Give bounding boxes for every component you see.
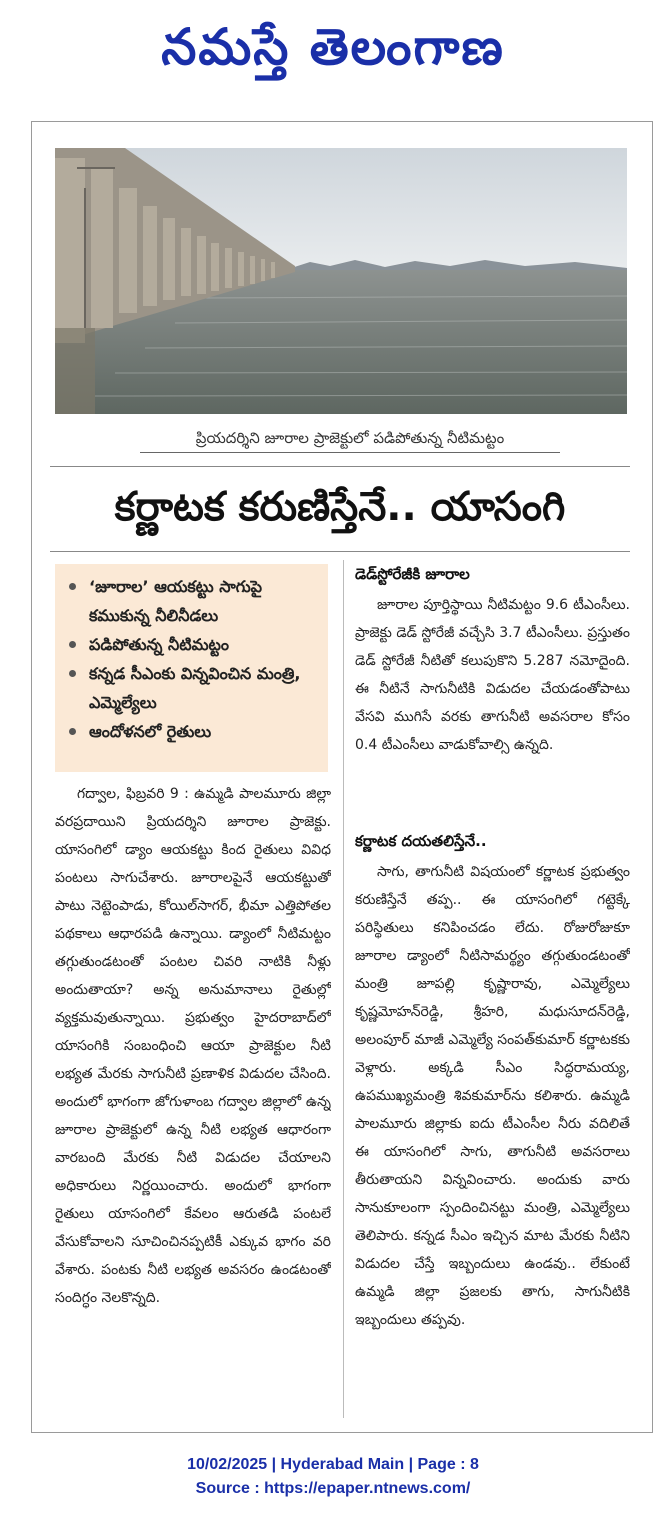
highlights-box (55, 564, 328, 772)
headline-bottom-rule (50, 551, 630, 552)
highlight-item: కన్నడ సీఎంకు విన్నవించిన మంత్రి, ఎమ్మెల్యేలు (67, 659, 320, 717)
article-photo (55, 148, 627, 414)
left-column (55, 780, 331, 1416)
column-divider (343, 560, 344, 1418)
highlight-item: పడిపోతున్న నీటిమట్టం (67, 630, 320, 659)
left-column-paragraph: గద్వాల, ఫిబ్రవరి 9 : ఉమ్మడి పాలమూరు జిల్లా వరప్రదాయిని ప్రియదర్శిని జూరాల ప్రాజెక్టు. యాసంగిలో డ్యాం ఆయకట్టు కింద రైతులు వివిధ పంటలు సాగుచేశారు. జూరాలపైనే ఆయకట్టుతో పాటు నెట్టెంపాడు, కోయిల్‌సాగర్, భీమా ఎత్తిపోతల పథకాలు ఆధారపడి ఉన్నాయి. డ్యాంలో నీటిమట్టం తగ్గుతుండటంతో పంటల చివరి నాటికి నీళ్లు అందుతాయా? అన్న అనుమానాలు రైతుల్లో వ్యక్తమవుతున్నాయి. ప్రభుత్వం హైదరాబాద్‌లో యాసంగికి సంబంధించి ఆయా ప్రాజెక్టుల నీటి లభ్యత మేరకు సాగునీటి ప్రణాళిక విడుదల చేసింది. అందులో భాగంగా జోగుళాంబ గద్వాల జిల్లాలో ఉన్న జూరాల ప్రాజెక్టులో ఉన్న నీటి లభ్యత ఆధారంగా వారబంది మేరకు నీటి విడుదల చేయాలని అధికారులు నిర్ణయించారు. అందులో భాగంగా రైతులు యాసంగిలో కేవలం ఆరుతడి పంటలే వేసుకోవాలని సూచించినప్పటికీ ఎక్కువ భాగం వరి వేశారు. పంటకు నీటి లభ్యత అవసరం ఉండటంతో సందిగ్ధం నెలకొన్నది. (55, 786, 331, 1306)
footer-source: Source : https://epaper.ntnews.com/ (195, 1480, 471, 1497)
masthead-logo: నమస్తే తెలంగాణ (161, 18, 505, 76)
section-heading-dead-storage: డెడ్‌స్టోరేజీకి జూరాల (355, 565, 470, 583)
bullet-icon (69, 670, 76, 677)
right-column-section-2 (355, 828, 630, 1418)
right-column-section-1 (355, 561, 630, 759)
bullet-icon (69, 728, 76, 735)
bullet-icon (69, 641, 76, 648)
section-2-paragraph: సాగు, తాగునీటి విషయంలో కర్ణాటక ప్రభుత్వం కరుణిస్తేనే తప్ప.. ఈ యాసంగిలో గట్టెక్కే పరిస్థితులు కనిపించడం లేదు. రోజురోజుకూ జూరాల డ్యాంలో నీటిసామర్థ్యం తగ్గుతుండటంతో మంత్రి జూపల్లి కృష్ణారావు, ఎమ్మెల్యేలు కృష్ణమోహన్‌రెడ్డి, శ్రీహరి, మధుసూదన్‌రెడ్డి, అలంపూర్ మాజీ ఎమ్మెల్యే సంపత్‌కుమార్ కర్ణాటకకు వెళ్లారు. అక్కడి సీఎం సిద్ధరామయ్య, ఉపముఖ్యమంత్రి శివకుమార్‌ను కలిశారు. ఉమ్మడి పాలమూరు జిల్లాకు ఐదు టీఎంసీల నీరు వదిలితే ఈ యాసంగిలో సాగు, తాగునీటి అవసరాలు తీరుతాయని విన్నవించారు. అందుకు వారు సానుకూలంగా స్పందించినట్టు మంత్రి, ఎమ్మెల్యేలు తెలిపారు. కన్నడ సీఎం ఇచ్చిన మాట మేరకు నీటిని విడుదల చేస్తే ఇబ్బందులు ఉండవు.. లేకుంటే ఉమ్మడి జిల్లా ప్రజలకు తాగు, సాగునీటికి ఇబ్బందులు తప్పవు. (355, 864, 630, 1328)
footer-date-edition: 10/02/2025 | Hyderabad Main | Page : 8 (187, 1456, 479, 1473)
highlight-item: ఆందోళనలో రైతులు (67, 717, 320, 746)
bullet-icon (69, 583, 76, 590)
photo-caption: ప్రియదర్శిని జూరాల ప్రాజెక్టులో పడిపోతున్న నీటిమట్టం (140, 424, 560, 453)
section-1-paragraph: జూరాల పూర్తిస్థాయి నీటిమట్టం 9.6 టీఎంసీలు. ప్రాజెక్టు డెడ్ స్టోరేజీ వచ్చేసి 3.7 టీఎంసీలు. ప్రస్తుతం డెడ్ స్టోరేజీ నీటితో కలుపుకొని 5.287 నమోదైంది. ఈ నీటినే సాగునీటికి విడుదల చేయడంతోపాటు వేసవి ముగిసే వరకు తాగునీటి అవసరాల కోసం 0.4 టీఎంసీలు వాడుకోవాల్సి ఉన్నది. (355, 597, 630, 753)
article-headline: కర్ణాటక కరుణిస్తేనే.. యాసంగి (114, 484, 566, 530)
highlight-item: ‘జూరాల’ ఆయకట్టు సాగుపై కముకున్న నీలినీడలు (67, 572, 320, 630)
section-heading-karnataka: కర్ణాటక దయతలిస్తేనే.. (355, 832, 487, 850)
dam-reservoir-image (55, 148, 627, 414)
headline-top-rule (50, 466, 630, 467)
